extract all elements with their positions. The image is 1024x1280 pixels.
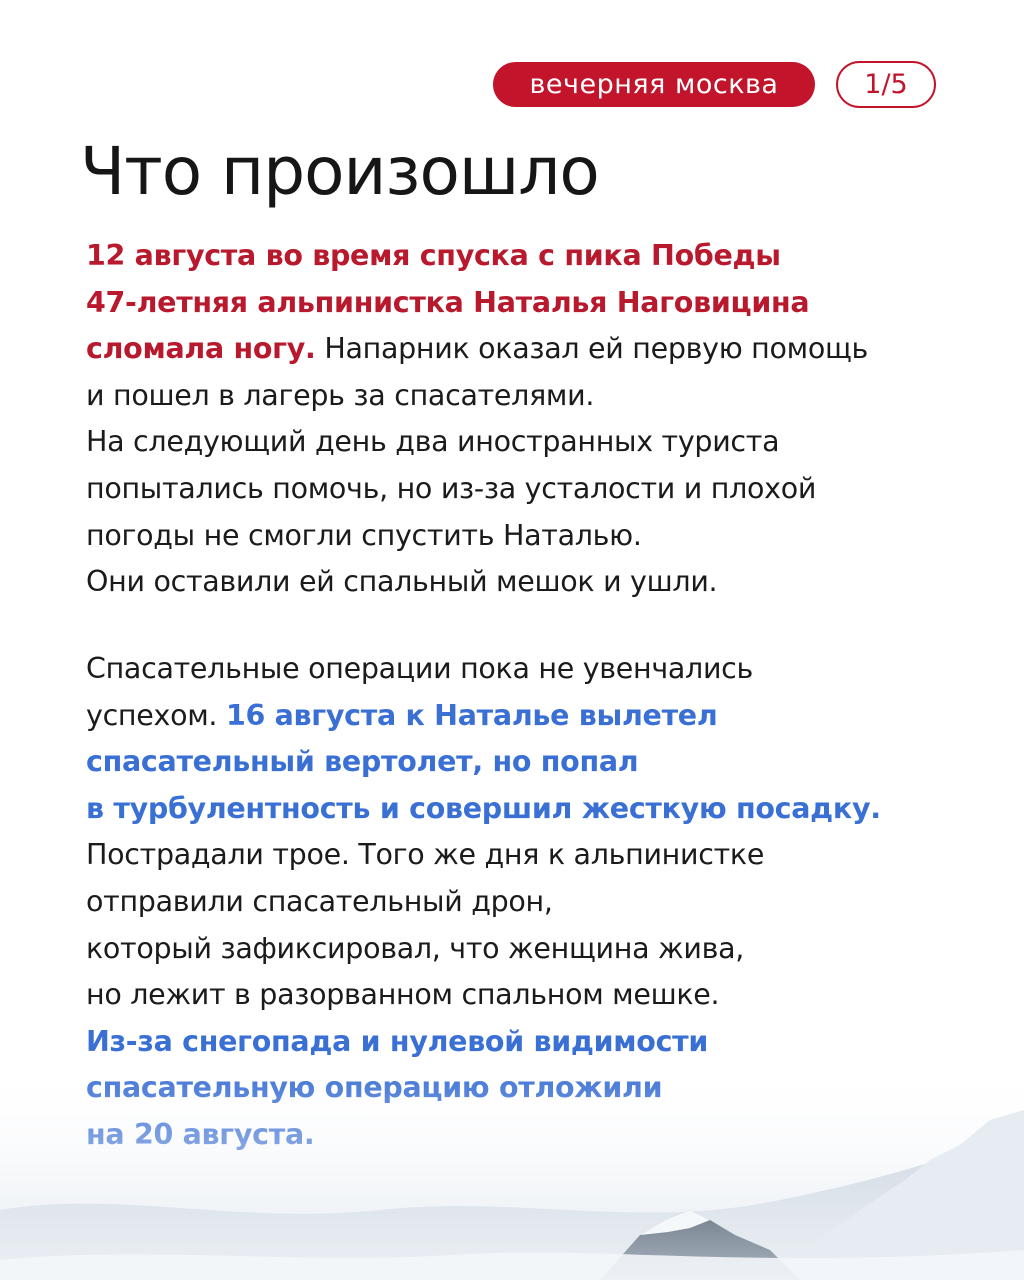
text-line: Они оставили ей спальный мешок и ушли. bbox=[86, 565, 718, 599]
text-line: и пошел в лагерь за спасателями. bbox=[86, 378, 595, 412]
highlight-red: сломала ногу. bbox=[86, 332, 316, 366]
page-title: Что произошло bbox=[80, 133, 599, 210]
text-line: погоды не смогли спустить Наталью. bbox=[86, 518, 642, 552]
highlight-blue: 16 августа к Наталье вылетел bbox=[225, 698, 718, 732]
text-line: но лежит в разорванном спальном мешке. bbox=[86, 978, 720, 1012]
text-line bbox=[86, 693, 986, 740]
text-line: Спасательные операции пока не увенчались bbox=[86, 652, 754, 685]
text-line: Из-за снегопада и нулевой видимости bbox=[86, 1024, 709, 1058]
text-line bbox=[86, 326, 986, 373]
text-line: Пострадали трое. Того же дня к альпинистке bbox=[86, 838, 765, 872]
page-counter: 1/5 bbox=[836, 61, 936, 108]
mountain-illustration bbox=[0, 1060, 1024, 1280]
text-line: 47-летняя альпинистка Наталья Наговицина bbox=[86, 285, 810, 319]
paragraph-incident bbox=[86, 233, 986, 606]
text-line: 12 августа во время спуска с пика Победы bbox=[86, 239, 781, 272]
text-line: который зафиксировал, что женщина жива, bbox=[86, 931, 745, 965]
brand-badge: вечерняя москва bbox=[493, 62, 815, 107]
text-line: На следующий день два иностранных туриста bbox=[86, 425, 780, 459]
text-line: в турбулентность и совершил жесткую посадку. bbox=[86, 791, 881, 825]
text-line: отправили спасательный дрон, bbox=[86, 884, 553, 918]
plain-text: Напарник оказал ей первую помощь bbox=[315, 332, 868, 366]
plain-text: успехом. bbox=[86, 698, 226, 732]
text-line: спасательный вертолет, но попал bbox=[86, 745, 639, 779]
text-line: попытались помочь, но из-за усталости и плохой bbox=[86, 471, 817, 505]
